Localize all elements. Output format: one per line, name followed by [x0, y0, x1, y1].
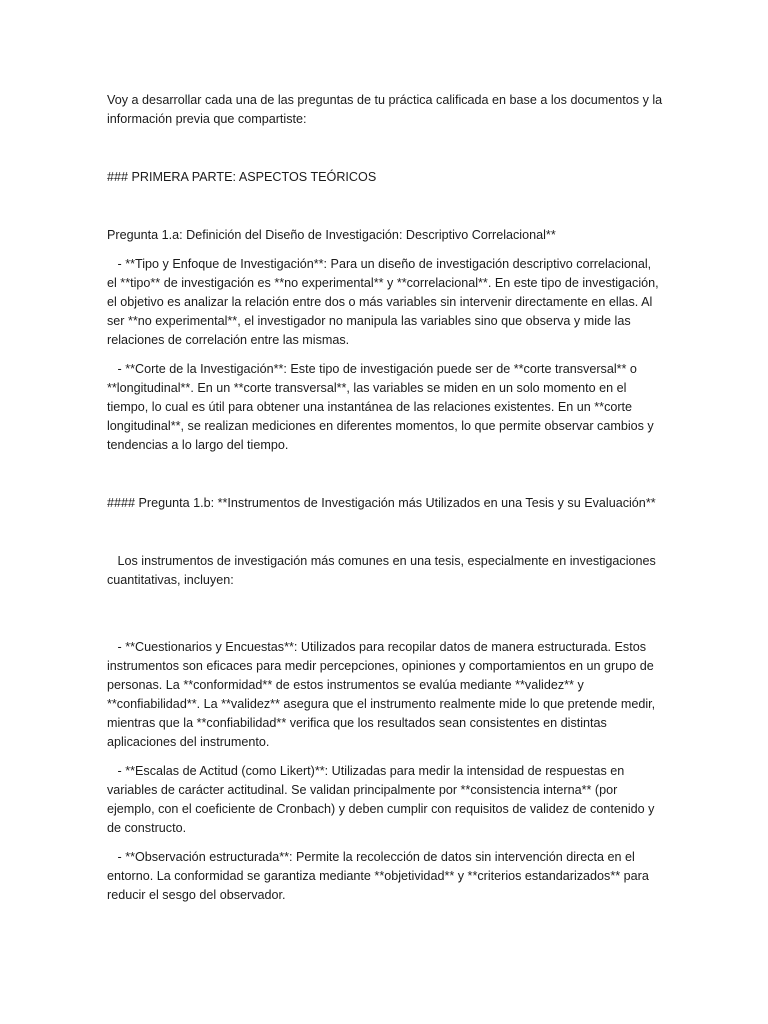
- question-heading-1a: Pregunta 1.a: Definición del Diseño de Investigación: Descriptivo Correlacional**: [107, 228, 556, 242]
- question-heading-1b: #### Pregunta 1.b: **Instrumentos de Investigación más Utilizados en una Tesis y su Evaluación**: [107, 496, 656, 510]
- paragraph-1b-escalas: - **Escalas de Actitud (como Likert)**: Utilizadas para medir la intensidad de respuestas en variables de carácter actitudinal. Se validan principalmente por **consistencia interna** (por ejemplo, con el coeficiente de Cronbach) y deben cumplir con requisitos de validez de contenido y de constructo.: [107, 764, 658, 835]
- paragraph-1b-intro: Los instrumentos de investigación más comunes en una tesis, especialmente en investigaciones cuantitativas, incluyen:: [107, 554, 660, 587]
- section-heading: ### PRIMERA PARTE: ASPECTOS TEÓRICOS: [107, 170, 377, 184]
- document-page: [107, 91, 666, 905]
- paragraph-1a-corte: - **Corte de la Investigación**: Este tipo de investigación puede ser de **corte transversal** o **longitudinal**. En un **corte transversal**, las variables se miden en un solo momento en el tiempo, lo cual es útil para obtener una instantánea de las relaciones existentes. En un **corte longitudinal**, se realizan mediciones en diferentes momentos, lo que permite observar cambios y tendencias a lo largo del tiempo.: [107, 362, 658, 452]
- intro-paragraph: Voy a desarrollar cada una de las preguntas de tu práctica calificada en base a los documentos y la información previa que compartiste:: [107, 93, 666, 126]
- paragraph-1a-tipo: - **Tipo y Enfoque de Investigación**: Para un diseño de investigación descriptivo correlacional, el **tipo** de investigación es **no experimental** y **correlacional**. En este tipo de investigación, el objetivo es analizar la relación entre dos o más variables sin intervenir directamente en ellas. Al ser **no experimental**, el investigador no manipula las variables sino que observa y mide las relaciones de correlación entre las mismas.: [107, 257, 663, 347]
- paragraph-1b-observacion: - **Observación estructurada**: Permite la recolección de datos sin intervención directa en el entorno. La conformidad se garantiza mediante **objetividad** y **criterios estandarizados** para reducir el sesgo del observador.: [107, 850, 653, 902]
- paragraph-1b-cuestionarios: - **Cuestionarios y Encuestas**: Utilizados para recopilar datos de manera estructurada. Estos instrumentos son eficaces para medir percepciones, opiniones y comportamientos en un grupo de personas. La **conformidad** de estos instrumentos se evalúa mediante **validez** y **confiabilidad**. La **validez** asegura que el instrumento realmente mide lo que pretende medir, mientras que la **confiabilidad** verifica que los resultados sean consistentes en distintas aplicaciones del instrumento.: [107, 640, 659, 749]
